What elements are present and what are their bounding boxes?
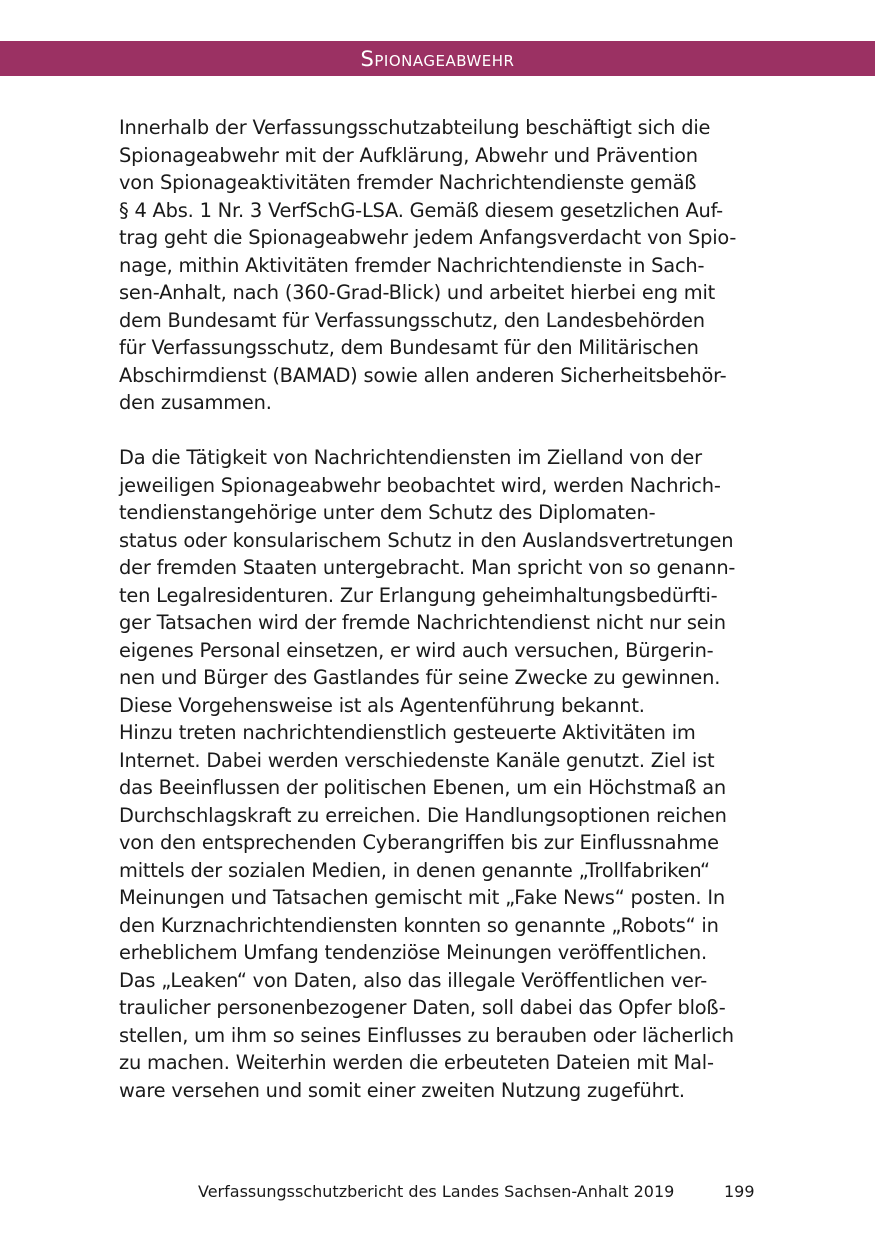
text-line: das Beeinflussen der politischen Ebenen, um ein Höchstmaß an bbox=[119, 776, 726, 799]
text-line: traulicher personenbezogener Daten, soll dabei das Opfer bloß- bbox=[119, 996, 726, 1019]
text-line: Durchschlagskraft zu erreichen. Die Handlungsoptionen reichen bbox=[119, 803, 727, 827]
text-line: Diese Vorgehensweise ist als Agentenführung bekannt. bbox=[119, 693, 645, 717]
text-line: den zusammen. bbox=[119, 391, 272, 414]
paragraph-2 bbox=[119, 444, 759, 1104]
text-line: ten Legalresidenturen. Zur Erlangung geheimhaltungsbedürfti- bbox=[119, 583, 718, 607]
text-line: Spionageabwehr mit der Aufklärung, Abwehr und Prävention bbox=[119, 143, 698, 167]
text-line: ware versehen und somit einer zweiten Nutzung zugeführt. bbox=[119, 1078, 685, 1102]
paragraph-gap bbox=[119, 417, 759, 445]
text-line: sen-Anhalt, nach (360-Grad-Blick) und arbeitet hierbei eng mit bbox=[119, 281, 716, 304]
text-line: erheblichem Umfang tendenziöse Meinungen veröffentlichen. bbox=[119, 941, 707, 964]
text-line: der fremden Staaten untergebracht. Man spricht von so genann- bbox=[119, 556, 736, 579]
text-line: Da die Tätigkeit von Nachrichtendiensten im Zielland von der bbox=[119, 446, 702, 469]
paragraph-1 bbox=[119, 114, 759, 417]
text-line: ger Tatsachen wird der fremde Nachrichtendienst nicht nur sein bbox=[119, 611, 726, 634]
body-text bbox=[119, 114, 759, 1104]
text-line: status oder konsularischem Schutz in den Auslandsvertretungen bbox=[119, 528, 734, 552]
text-line: den Kurznachrichtendiensten konnten so genannte „Robots“ in bbox=[119, 913, 719, 937]
footer-publication-title: Verfassungsschutzbericht des Landes Sachsen-Anhalt 2019 bbox=[198, 1182, 675, 1201]
text-line: von Spionageaktivitäten fremder Nachrichtendienste gemäß bbox=[119, 171, 697, 194]
text-line: stellen, um ihm so seines Einflusses zu berauben oder lächerlich bbox=[119, 1023, 734, 1047]
text-line: für Verfassungsschutz, dem Bundesamt für den Militärischen bbox=[119, 336, 699, 359]
text-line: Internet. Dabei werden verschiedenste Kanäle genutzt. Ziel ist bbox=[119, 748, 715, 772]
text-line: dem Bundesamt für Verfassungsschutz, den Landesbehörden bbox=[119, 308, 705, 332]
text-line: zu machen. Weiterhin werden die erbeuteten Dateien mit Mal- bbox=[119, 1051, 714, 1074]
text-line: von den entsprechenden Cyberangriffen bis zur Einflussnahme bbox=[119, 831, 719, 854]
section-header-bar bbox=[0, 41, 875, 76]
text-line: § 4 Abs. 1 Nr. 3 VerfSchG-LSA. Gemäß diesem gesetzlichen Auf- bbox=[119, 198, 723, 222]
text-line: jeweiligen Spionageabwehr beobachtet wird, werden Nachrich- bbox=[119, 473, 721, 497]
text-line: Hinzu treten nachrichtendienstlich gesteuerte Aktivitäten im bbox=[119, 721, 696, 744]
text-line: Das „Leaken“ von Daten, also das illegale Veröffentlichen ver- bbox=[119, 968, 708, 992]
text-line: Meinungen und Tatsachen gemischt mit „Fake News“ posten. In bbox=[119, 886, 725, 909]
footer-page-number: 199 bbox=[724, 1182, 755, 1201]
text-line: Abschirmdienst (BAMAD) sowie allen anderen Sicherheitsbehör- bbox=[119, 363, 727, 387]
text-line: trag geht die Spionageabwehr jedem Anfangsverdacht von Spio- bbox=[119, 226, 737, 249]
text-line: tendienstangehörige unter dem Schutz des Diplomaten- bbox=[119, 501, 656, 524]
text-line: Innerhalb der Verfassungsschutzabteilung beschäftigt sich die bbox=[119, 116, 711, 139]
text-line: nen und Bürger des Gastlandes für seine Zwecke zu gewinnen. bbox=[119, 666, 721, 689]
text-line: mittels der sozialen Medien, in denen genannte „Trollfabriken“ bbox=[119, 858, 710, 882]
section-title: Spionageabwehr bbox=[360, 47, 515, 71]
text-line: eigenes Personal einsetzen, er wird auch versuchen, Bürgerin- bbox=[119, 638, 714, 662]
text-line: nage, mithin Aktivitäten fremder Nachrichtendienste in Sach- bbox=[119, 253, 705, 277]
